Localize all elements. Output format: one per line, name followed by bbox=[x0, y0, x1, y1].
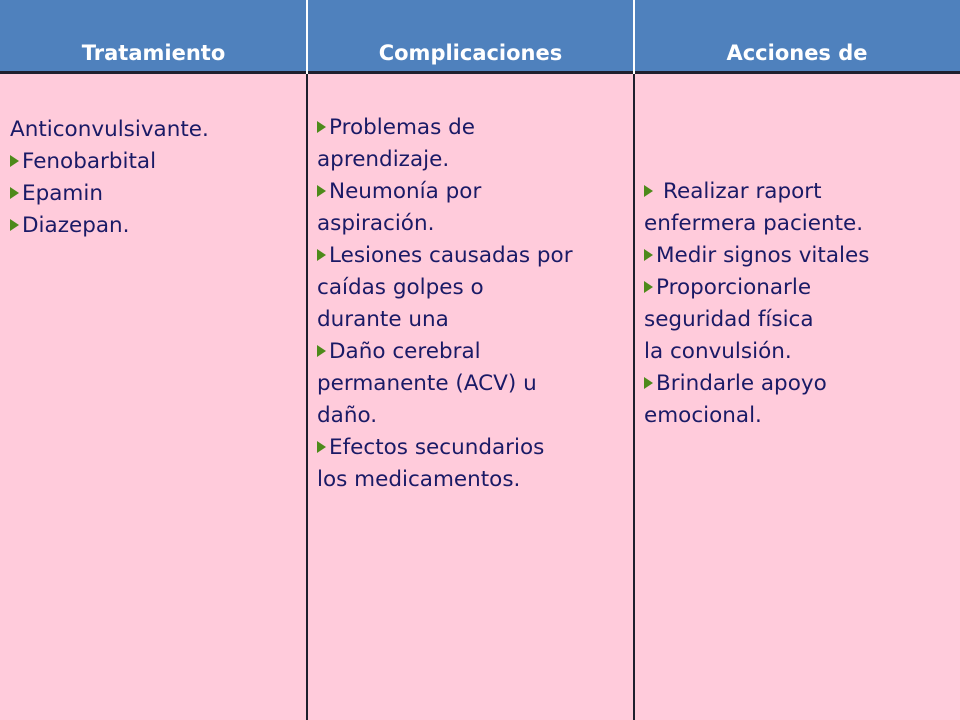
list-item-text: caídas golpes o bbox=[317, 275, 484, 300]
list-item-text: Problemas de bbox=[329, 115, 475, 140]
arrowhead-bullet-icon bbox=[317, 345, 326, 357]
list-item-text: enfermera paciente. bbox=[644, 211, 864, 236]
list-item-text: la convulsión. bbox=[644, 339, 792, 364]
list-item bbox=[317, 176, 627, 240]
list-item bbox=[10, 178, 300, 210]
list-item bbox=[317, 240, 627, 336]
list-item bbox=[644, 272, 954, 368]
table-header bbox=[0, 0, 960, 74]
tratamiento-intro: Anticonvulsivante. bbox=[10, 117, 209, 142]
acciones-column bbox=[644, 176, 954, 432]
arrowhead-bullet-icon bbox=[317, 441, 326, 453]
list-item bbox=[10, 146, 300, 178]
list-item-text: emocional. bbox=[644, 403, 762, 428]
arrowhead-bullet-icon bbox=[644, 281, 653, 293]
list-item-text: Neumonía por bbox=[329, 179, 482, 204]
list-item bbox=[317, 432, 627, 496]
list-item-text: los medicamentos. bbox=[317, 467, 521, 492]
arrowhead-bullet-icon bbox=[10, 219, 19, 231]
tratamiento-column bbox=[10, 114, 300, 242]
list-item bbox=[317, 112, 627, 176]
list-item bbox=[644, 240, 954, 272]
arrowhead-bullet-icon bbox=[644, 185, 653, 197]
list-item bbox=[644, 368, 954, 432]
list-item-text: permanente (ACV) u bbox=[317, 371, 537, 396]
list-item-text: Lesiones causadas por bbox=[329, 243, 573, 268]
header-divider bbox=[306, 0, 308, 74]
list-item-text: Proporcionarle bbox=[656, 275, 812, 300]
list-item-text: Efectos secundarios bbox=[329, 435, 545, 460]
header-divider bbox=[633, 0, 635, 74]
list-item-text: Brindarle apoyo bbox=[656, 371, 827, 396]
list-item-text: Realizar raport bbox=[663, 179, 822, 204]
column-divider bbox=[633, 74, 635, 720]
arrowhead-bullet-icon bbox=[317, 249, 326, 261]
header-complicaciones: Complicaciones bbox=[378, 41, 563, 65]
list-item-text: aspiración. bbox=[317, 211, 435, 236]
list-item-text: Daño cerebral bbox=[329, 339, 481, 364]
arrowhead-bullet-icon bbox=[317, 121, 326, 133]
arrowhead-bullet-icon bbox=[644, 249, 653, 261]
list-item-text: Medir signos vitales bbox=[656, 243, 870, 268]
list-item-text: aprendizaje. bbox=[317, 147, 450, 172]
arrowhead-bullet-icon bbox=[644, 377, 653, 389]
list-item-text: seguridad física bbox=[644, 307, 814, 332]
list-item bbox=[644, 176, 954, 240]
arrowhead-bullet-icon bbox=[10, 155, 19, 167]
header-acciones: Acciones de bbox=[726, 41, 868, 65]
list-item bbox=[317, 336, 627, 432]
arrowhead-bullet-icon bbox=[10, 187, 19, 199]
list-item-text: Diazepan. bbox=[22, 213, 130, 238]
column-divider bbox=[306, 74, 308, 720]
list-item-text: Fenobarbital bbox=[22, 149, 157, 174]
list-item-text: daño. bbox=[317, 403, 378, 428]
list-item-text: Epamin bbox=[22, 181, 103, 206]
arrowhead-bullet-icon bbox=[317, 185, 326, 197]
header-tratamiento: Tratamiento bbox=[81, 41, 226, 65]
list-item bbox=[10, 210, 300, 242]
list-item-text: durante una bbox=[317, 307, 449, 332]
complicaciones-column bbox=[317, 112, 627, 496]
